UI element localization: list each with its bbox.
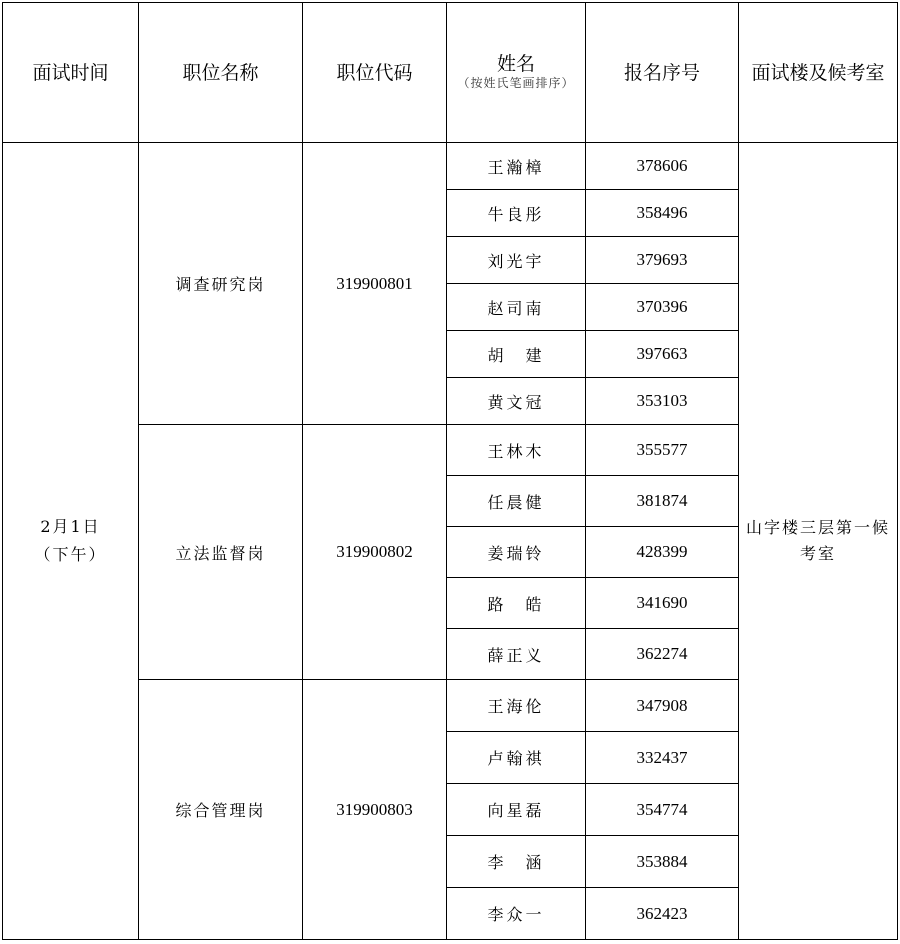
candidate-name: 王瀚樟 [447,143,586,190]
header-name [447,3,586,143]
interview-date-cell [3,143,139,940]
registration-number: 353103 [586,378,739,425]
candidate-name: 王林木 [447,425,586,476]
header-position-name: 职位名称 [139,3,303,143]
header-position-code: 职位代码 [303,3,447,143]
header-name-note: （按姓氏笔画排序） [457,76,575,90]
registration-number: 355577 [586,425,739,476]
registration-number: 347908 [586,680,739,732]
candidate-name: 任晨健 [447,476,586,527]
interview-session: （下午） [34,545,107,564]
registration-number: 428399 [586,527,739,578]
interview-date: 2月1日 [40,517,101,536]
candidate-name: 卢翰祺 [447,732,586,784]
position-name: 立法监督岗 [139,425,303,680]
position-code: 319900803 [303,680,447,940]
header-time: 面试时间 [3,3,139,143]
position-code: 319900801 [303,143,447,425]
candidate-name: 路 皓 [447,578,586,629]
header-room: 面试楼及候考室 [739,3,898,143]
candidate-name: 牛良彤 [447,190,586,237]
candidate-name: 向星磊 [447,784,586,836]
registration-number: 332437 [586,732,739,784]
registration-number: 362423 [586,888,739,940]
waiting-room: 山字楼三层第一候考室 [739,143,898,940]
candidate-name: 黄文冠 [447,378,586,425]
candidate-name: 刘光宇 [447,237,586,284]
registration-number: 358496 [586,190,739,237]
registration-number: 370396 [586,284,739,331]
registration-number: 397663 [586,331,739,378]
candidate-name: 姜瑞铃 [447,527,586,578]
header-row [3,3,898,143]
candidate-name: 李 涵 [447,836,586,888]
registration-number: 381874 [586,476,739,527]
registration-number: 341690 [586,578,739,629]
table-row [3,143,898,190]
position-name: 调查研究岗 [139,143,303,425]
header-reg-no: 报名序号 [586,3,739,143]
registration-number: 379693 [586,237,739,284]
registration-number: 353884 [586,836,739,888]
header-name-label: 姓名 [496,53,535,75]
position-code: 319900802 [303,425,447,680]
candidate-name: 赵司南 [447,284,586,331]
registration-number: 362274 [586,629,739,680]
position-name: 综合管理岗 [139,680,303,940]
candidate-name: 李众一 [447,888,586,940]
interview-schedule-table [2,2,898,940]
registration-number: 378606 [586,143,739,190]
candidate-name: 薛正义 [447,629,586,680]
candidate-name: 王海伦 [447,680,586,732]
candidate-name: 胡 建 [447,331,586,378]
registration-number: 354774 [586,784,739,836]
